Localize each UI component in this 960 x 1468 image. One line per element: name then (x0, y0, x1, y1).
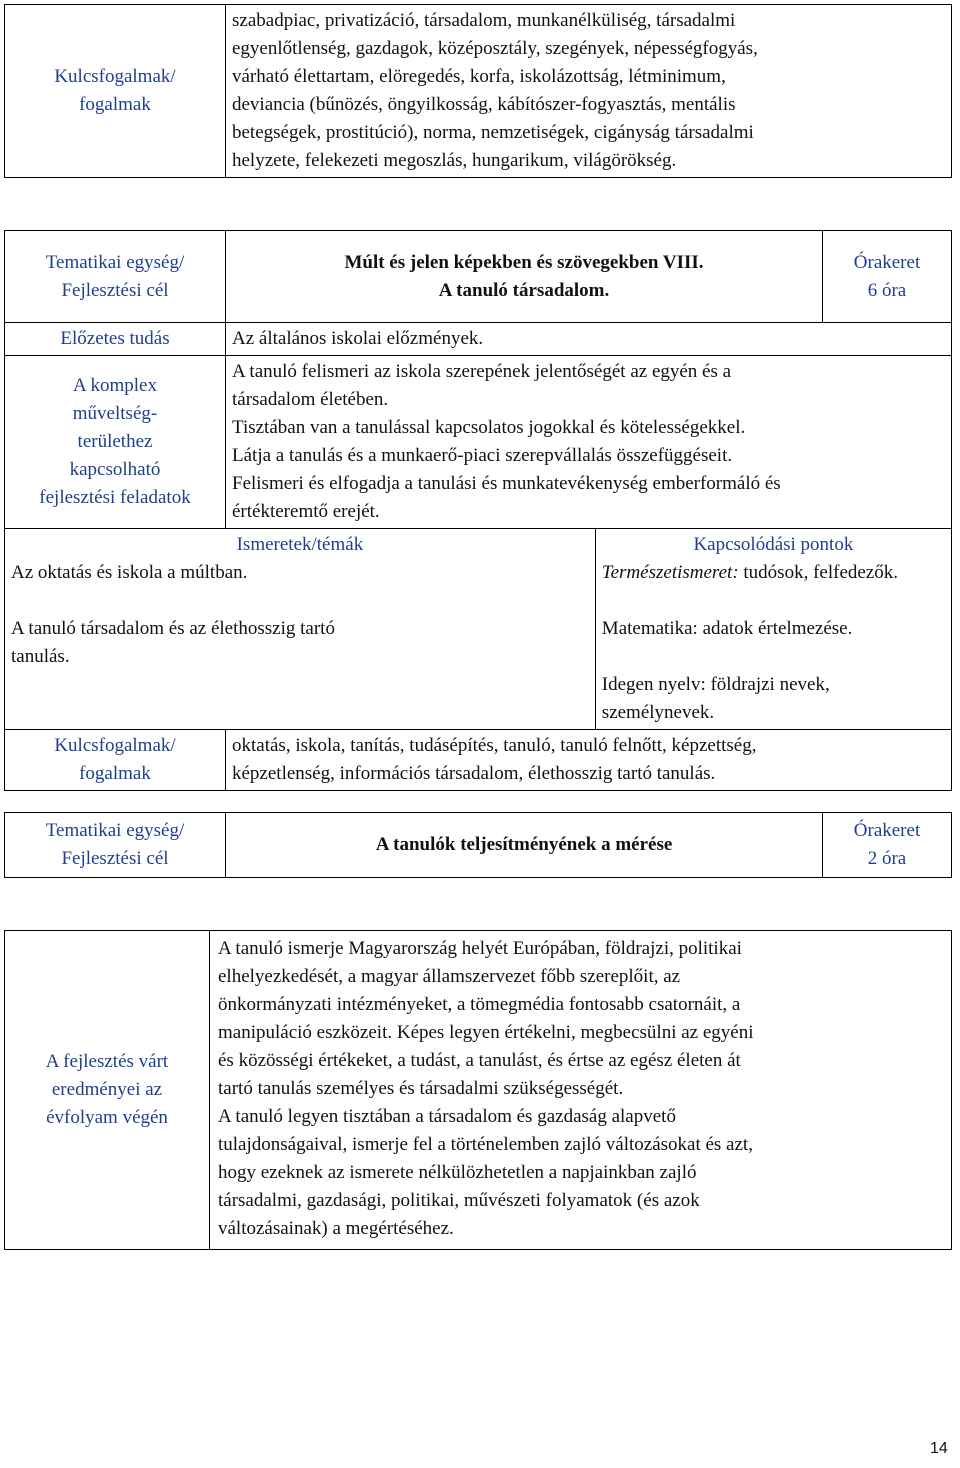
link-item (602, 559, 945, 587)
text-line: értékteremtő erejét. (232, 501, 380, 522)
link-subject: Természetismeret: (601, 562, 739, 583)
hours-cell (823, 231, 952, 323)
expected-results-table (4, 930, 952, 1250)
unit-title (226, 231, 823, 323)
label-line: műveltség- (72, 403, 158, 424)
link-text: tudósok, felfedezők. (738, 562, 898, 583)
text-line: manipuláció eszközeit. Képes legyen értékelni, megbecsülni az egyéni (218, 1022, 754, 1043)
page-number: 14 (930, 1440, 948, 1457)
text-line: szabadpiac, privatizáció, társadalom, munkanélküliség, társadalmi (232, 10, 736, 31)
label-line: fejlesztési feladatok (39, 487, 191, 508)
label-line: Fejlesztési cél (61, 848, 169, 869)
links-header: Kapcsolódási pontok (693, 534, 854, 555)
text-line: elhelyezkedését, a magyar államszervezet főbb szereplőit, az (218, 966, 681, 987)
topics-header: Ismeretek/témák (236, 534, 364, 555)
link-item: Idegen nyelv: földrajzi nevek, személynevek. (601, 674, 830, 723)
text-line: Látja a tanulás és a munkaerő-piaci szerepvállalás összefüggéseit. (232, 445, 733, 466)
unit-label (5, 813, 226, 878)
label-line: Kulcsfogalmak/ (54, 66, 176, 87)
unit-table-society (4, 230, 952, 791)
label-line: kapcsolható (69, 459, 161, 480)
text-line: tulajdonságaival, ismerje fel a történelemben zajló változásokat és azt, (218, 1134, 753, 1155)
development-tasks-label (5, 356, 226, 529)
label-line: fogalmak (79, 94, 151, 115)
links-cell (595, 529, 951, 730)
label-line: Tematikai egység/ (45, 251, 185, 273)
text-line: várható élettartam, elöregedés, korfa, iskolázottság, létminimum, (232, 66, 726, 87)
text-line: Tisztában van a tanulással kapcsolatos jogokkal és kötelességekkel. (232, 417, 746, 438)
text-line: társadalmi, gazdasági, politikai, művészeti folyamatok (és azok (218, 1190, 700, 1211)
text-line: Felismeri és elfogadja a tanulási és munkatevékenység emberformáló és (232, 473, 781, 494)
hours-value: 6 óra (867, 279, 907, 301)
text-line: betegségek, prostitúció), norma, nemzetiségek, cigányság társadalmi (232, 122, 754, 143)
link-item: Matematika: adatok értelmezése. (601, 618, 853, 639)
keywords-label (5, 5, 226, 178)
text-line: helyzete, felekezeti megoszlás, hungarikum, világörökség. (232, 150, 677, 171)
unit-table-measurement (4, 812, 952, 878)
topics-cell (5, 529, 596, 730)
text-line: tartó tanulás személyes és társadalmi szükségességét. (218, 1078, 624, 1099)
text-line: társadalom életében. (232, 389, 389, 410)
label-line: A fejlesztés várt (45, 1051, 169, 1072)
text-line: A tanuló ismerje Magyarország helyét Európában, földrajzi, politikai (218, 938, 742, 959)
development-tasks-text (226, 356, 952, 529)
hours-label: Órakeret (853, 251, 921, 273)
prior-knowledge-text: Az általános iskolai előzmények. (226, 323, 952, 356)
hours-value: 2 óra (867, 848, 907, 869)
text-line: és közösségi értékeket, a tudást, a tanulást, és értse az egész életen át (218, 1050, 741, 1071)
text-line: képzetlenség, információs társadalom, élethosszig tartó tanulás. (232, 763, 716, 784)
label-line: Fejlesztési cél (61, 279, 169, 301)
label-line: fogalmak (79, 763, 151, 784)
topic-item: A tanuló társadalom és az élethosszig tartó (11, 618, 335, 639)
expected-results-label (5, 931, 210, 1250)
label-line: területhez (77, 431, 153, 452)
text-line: A tanuló felismeri az iskola szerepének jelentőségét az egyén és a (232, 361, 732, 382)
text-line: egyenlőtlenség, gazdagok, középosztály, szegények, népességfogyás, (232, 38, 758, 59)
label-line: Tematikai egység/ (45, 820, 185, 841)
text-line: oktatás, iskola, tanítás, tudásépítés, tanuló, tanuló felnőtt, képzettség, (232, 735, 757, 756)
keywords-label (5, 730, 226, 791)
label-line: évfolyam végén (46, 1107, 168, 1128)
title-line: Múlt és jelen képekben és szövegekben VIII. (344, 251, 704, 273)
hours-label: Órakeret (853, 820, 921, 841)
label-line: Kulcsfogalmak/ (54, 735, 176, 756)
keywords-text (226, 730, 952, 791)
unit-title: A tanulók teljesítményének a mérése (226, 813, 823, 878)
prior-knowledge-label: Előzetes tudás (5, 323, 226, 356)
hours-cell (823, 813, 952, 878)
unit-label (5, 231, 226, 323)
topic-item-cont: tanulás. (11, 646, 70, 667)
label-line: eredményei az (51, 1079, 163, 1100)
text-line: A tanuló legyen tisztában a társadalom és gazdaság alapvető (218, 1106, 676, 1127)
expected-results-text (210, 931, 952, 1250)
text-line: hogy ezeknek az ismerete nélkülözhetetlen a napjainkban zajló (218, 1162, 697, 1183)
keywords-table-top (4, 4, 952, 178)
keywords-text (226, 5, 952, 178)
title-line: A tanuló társadalom. (438, 279, 610, 301)
label-line: A komplex (73, 375, 157, 396)
text-line: önkormányzati intézményeket, a tömegmédia fontosabb csatornáit, a (218, 994, 741, 1015)
text-line: deviancia (bűnözés, öngyilkosság, kábítószer-fogyasztás, mentális (232, 94, 736, 115)
text-line: változásainak) a megértéséhez. (218, 1218, 454, 1239)
topic-item: Az oktatás és iskola a múltban. (11, 562, 248, 583)
